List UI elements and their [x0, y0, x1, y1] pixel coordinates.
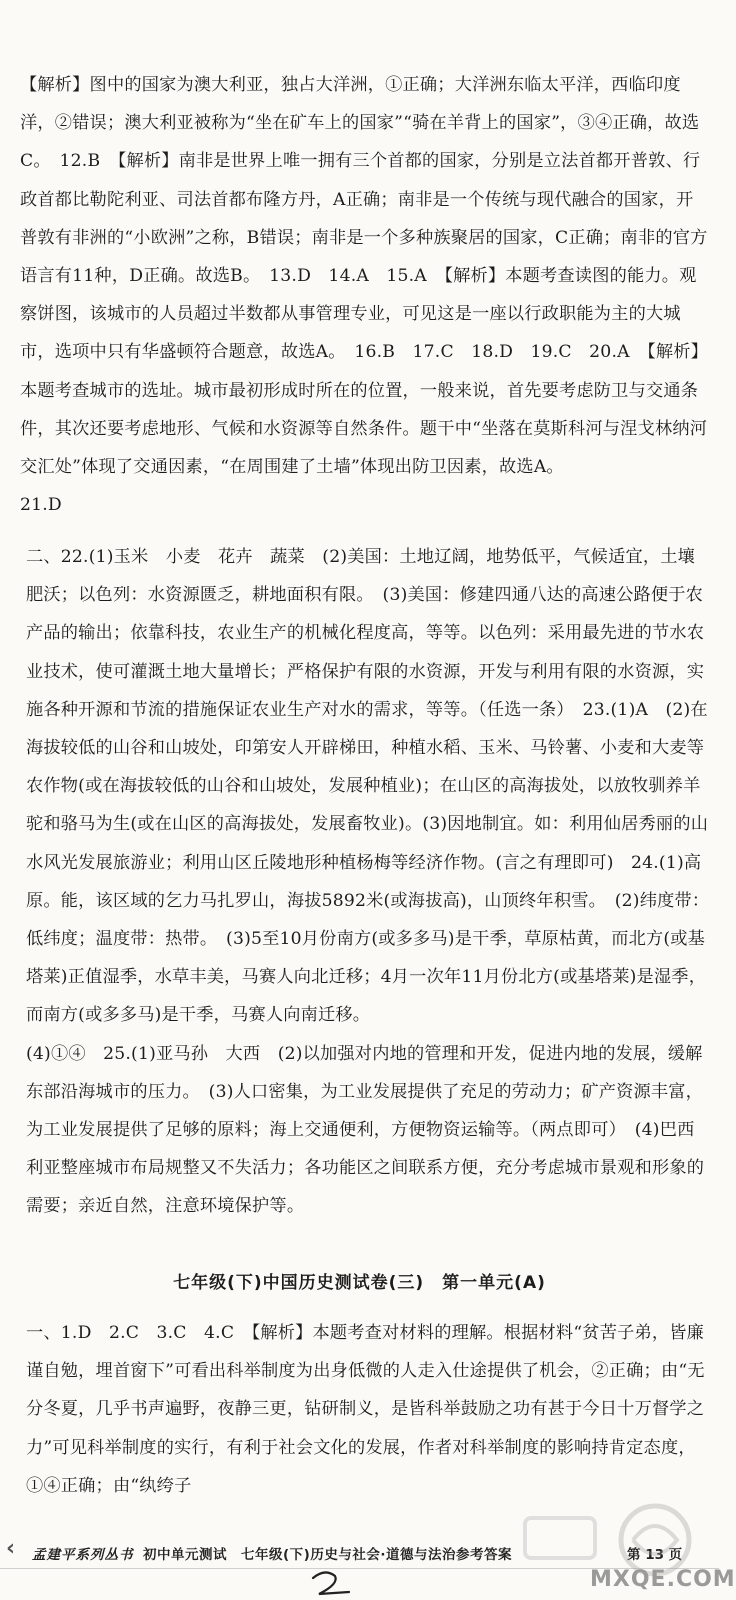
section-title: 七年级(下)中国历史测试卷(三) 第一单元(A) [173, 1273, 546, 1293]
chevron-left-icon: ‹ [6, 1536, 16, 1561]
handwritten-mark [305, 1568, 365, 1600]
series-name: 孟建平系列丛书 [32, 1547, 134, 1563]
book-title: 初中单元测试 七年级(下)历史与社会·道德与法治参考答案 [143, 1547, 512, 1563]
page-number: 第 13 页 [627, 1547, 683, 1563]
answer-paragraph-1: 【解析】图中的国家为澳大利亚，独占大洋洲，①正确；大洋洲东临太平洋，西临印度洋，②错误；澳大利亚被称为“坐在矿车上的国家”“骑在羊背上的国家”，③④正确，故选C。 12.B 【解析】南非是世界上唯一拥有三个首都的国家，分别是立法首都开普敦、行政首都比勒陀利亚、司法首都布隆方丹，A正确；南非是一个传统与现代融合的国家，开普敦有非洲的“小欧洲”之称，B错误；南非是一个多种族聚居的国家，C正确；南非的官方语言有11种，D正确。故选B。 13.D 14.A 15.A 【解析】本题考查读图的能力。观察饼图，该城市的人员超过半数都从事管理专业，可见这是一座以行政职能为主的大城市，选项中只有华盛顿符合题意，故选A。 16.B 17.C 18.D 19.C 20.A 【解析】本题考查城市的选址。城市最初形成时所在的位置，一般来说，首先要考虑防卫与交通条件，其次还要考虑地形、气候和水资源等自然条件。题干中“坐落在莫斯科河与涅戈林纳河交汇处”体现了交通因素，“在周围建了土墙”体现出防卫因素，故选A。 21.D [20, 75, 709, 516]
answer-paragraph-2: 二、22.(1)玉米 小麦 花卉 蔬菜 (2)美国：土地辽阔，地势低平，气候适宜，土壤肥沃；以色列：水资源匮乏，耕地面积有限。 (3)美国：修建四通八达的高速公路便于农产品的输出；依靠科技，农业生产的机械化程度高，等等。以色列：采用最先进的节水农业技术，使可灌溉土地大量增长；严格保护有限的水资源，开发与利用有限的水资源，实施各种开源和节流的措施保证农业生产对水的需求，等等。（任选一条） 23.(1)A (2)在海拔较低的山谷和山坡处，印第安人开辟梯田，种植水稻、玉米、马铃薯、小麦和大麦等农作物(或在海拔较低的山谷和山坡处，发展种植业)；在山区的高海拔处，以放牧驯养羊驼和骆马为生(或在山区的高海拔处，发展畜牧业)。(3)因地制宜。如：利用仙居秀丽的山水风光发展旅游业；利用山区丘陵地形种植杨梅等经济作物。(言之有理即可) 24.(1)高原。能，该区域的乞力马扎罗山，海拔5892米(或海拔高)，山顶终年积雪。 (2)纬度带：低纬度；温度带：热带。 (3)5至10月份南方(或多多马)是干季，草原枯黄，而北方(或基塔莱)正值湿季，水草丰美，马赛人向北迁移；4月一次年11月份北方(或基塔莱)是湿季，而南方(或多多马)是干季，马赛人向南迁移。 (4)①④ 25.(1)亚马孙 大西 (2)以加强对内地的管理和开发，促进内地的发展，缓解东部沿海城市的压力。 (3)人口密集，为工业发展提供了充足的劳动力；矿产资源丰富，为工业发展提供了足够的原料；海上交通便利，方便物资运输等。（两点即可） (4)巴西利亚整座城市布局规整又不失活力；各功能区之间联系方便，充分考虑城市景观和形象的需要；亲近自然，注意环境保护等。 [26, 547, 710, 1217]
answer-paragraph-3: 一、1.D 2.C 3.C 4.C 【解析】本题考查对材料的理解。根据材料“贫苦子弟，皆廉谨自勉，埋首窗下”可看出科举制度为出身低微的人走入仕途提供了机会，②正确；由“无分冬夏，几乎书声遍野，夜静三更，钻研制义，是皆科举鼓励之功有甚于今日十万督学之力”可见科举制度的实行，有利于社会文化的发展，作者对科举制度的影响持肯定态度，①④正确；由“纨绔子 [26, 1323, 705, 1496]
watermark-text: MXQE.COM [590, 1567, 736, 1592]
